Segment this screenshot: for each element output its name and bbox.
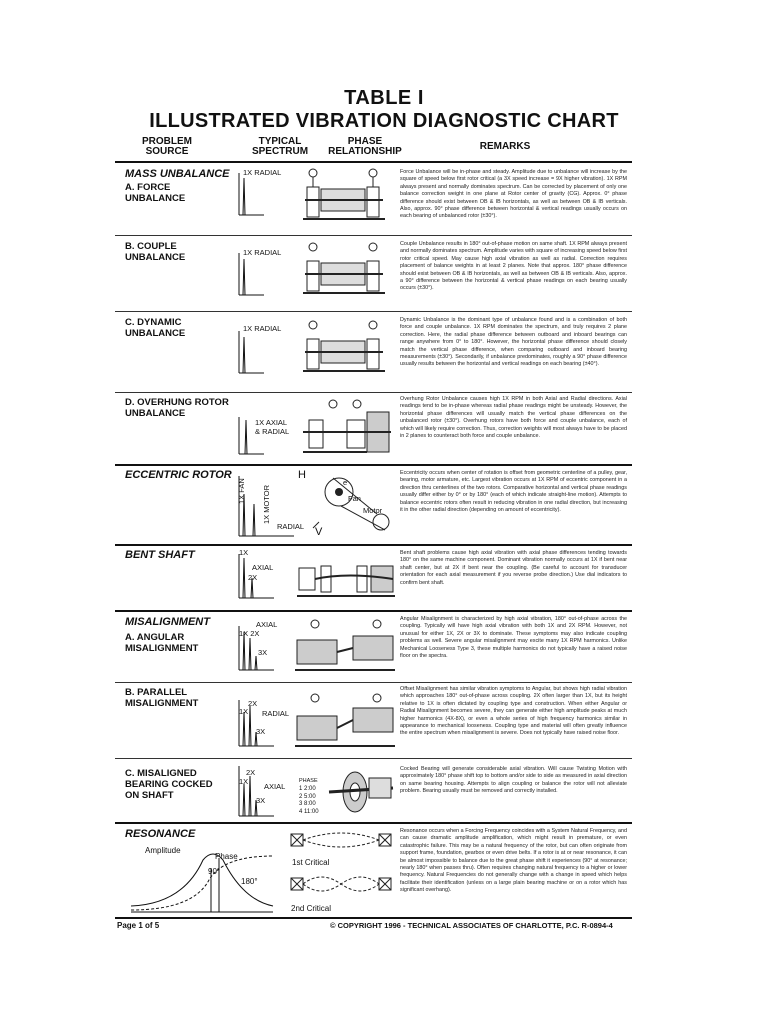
phase-row: 1 2:00 [299,786,316,792]
section-mass-unbalance: MASS UNBALANCE [125,168,230,180]
dynamic-unbalance-machine-diagram [303,319,393,383]
label-couple-unbalance: B. COUPLE UNBALANCE [125,241,186,263]
remark-cocked-bearing: Cocked Bearing will generate considerable axial vibration. Will cause Twisting Motion with approximately 180° phase shift top to bottom and/or side to side as measured in axial direction on same bearing housing. Attempts to align coupling or balance the rotor will not alleviate problem. Bearing usually must be removed and correctly installed. [400,766,627,795]
label-2nd-critical: 2nd Critical [291,904,332,913]
spectrum-label-1x: 1X [239,777,249,786]
remark-force-unbalance: Force Unbalance will be in-phase and steady. Amplitude due to unbalance will increase by the square of speed below first rotor critical (a 3X speed increase = 9X higher vibration). 1X RPM always present and normally dominates spectrum. Can be corrected by placement of only one balance correction weight in one plane at Rotor center of gravity (CG). Approx. 0° phase difference should exist between OB & IB horizontals, as well as between OB & IB verticals. Also, approx. 90° phase difference between horizontal & vertical readings usually occurs on each bearing of unbalanced rotor (±30°). [400,169,627,220]
section-misalignment: MISALIGNMENT [125,616,210,628]
label-vertical: V [315,526,323,538]
spectrum-label-3x: 3X [258,648,268,657]
spectrum-label-axial: AXIAL [252,563,274,572]
row-bent-shaft [115,544,632,612]
header-remarks: REMARKS [479,141,531,152]
label-parallel-misalignment: B. PARALLEL MISALIGNMENT [125,687,199,709]
label-amplitude: Amplitude [145,846,181,855]
phase-table [299,786,319,816]
header-phase-relationship: PHASE RELATIONSHIP [328,136,402,157]
table-number: TABLE I [344,87,424,109]
spectrum-plot [234,682,294,758]
header-problem-source: PROBLEM SOURCE [142,136,192,157]
remark-overhung-rotor: Overhung Rotor Unbalance causes high 1X RPM in both Axial and Radial directions. Axial readings tend to be in-phase whereas radial phase readings might be unsteady. However, the horizontal phase differences will usually match the vertical phase differences on the unbalanced rotor (±30°). Overhung rotors have both force and couple unbalance, each of which will likely require correction. Thus, correction weights will most always have to be placed in 2 planes to counteract both force and couple unbalance. [400,396,627,440]
parallel-misalignment-diagram [295,692,397,750]
spectrum-label: 1X RADIAL [243,324,282,333]
phase-row: 3 8:00 [299,801,316,807]
label-180-degrees: 180° [241,877,258,886]
spectrum-label-axial: AXIAL [264,782,286,791]
row-force-unbalance [115,163,632,236]
label-overhung-rotor: D. OVERHUNG ROTOR UNBALANCE [125,397,229,419]
label-phase: Phase [215,852,238,861]
spectrum-plot [234,163,294,235]
remark-couple-unbalance: Couple Unbalance results in 180° out-of-phase motion on same shaft. 1X RPM always present and normally dominates spectrum. Amplitude varies with square of increasing speed below first rotor critical speed. May cause high axial vibration as well as radial. Correction requires placement of balance weights in at least 2 planes. Note that approx. 180° phase difference should exist between OB & IB horizontals, as well as between OB & IB verticals. Also, approx. a 90° difference between the horizontal & vertical phase readings on each bearing usually occurs (±30°). [400,241,627,292]
spectrum-label-radial: RADIAL [262,709,290,718]
label-1st-critical: 1st Critical [292,858,330,867]
remark-resonance: Resonance occurs when a Forcing Frequency coincides with a System Natural Frequency, and can cause dramatic amplitude amplification, which might result in premature, or even catastrophic failure. This may be a natural frequency of the rotor, but can often originate from support frame, foundation, gearbox or even drive belts. If a rotor is at or near resonance, it can be almost impossible to balance due to the great phase shift it experiences (90° at resonance; nearly 180° when passes thru). Often requires changing natural frequency to a higher or lower frequency. Natural Frequencies do not generally change with a change in speed which helps facilitate their identification (unless on a large plain bearing machine or on a rotor which has significant overhang). [400,828,627,894]
section-eccentric-rotor: ECCENTRIC ROTOR [125,469,232,481]
spectrum-label: 1X RADIAL [243,168,282,177]
force-unbalance-machine-diagram [303,167,393,229]
remark-bent-shaft: Bent shaft problems cause high axial vibration with axial phase differences tending towards 180° on the same machine component. Dominant vibration normally occurs at 1X if bent near shaft center, but at 2X if bent near the coupling. (Be careful to account for transducer orientation for each axial measurement if you reverse probe direction.) Use dial indicators to confirm bent shaft. [400,550,627,586]
spectrum-label-axial: AXIAL [256,620,278,629]
label-90-degrees: 90° [208,867,221,876]
row-cocked-bearing [115,758,632,824]
spectrum-label-2x: 2X [248,573,258,582]
header-typical-spectrum: TYPICAL SPECTRUM [251,136,309,157]
row-parallel-misalignment [115,682,632,759]
footer-rule [115,917,632,919]
remark-eccentric-rotor: Eccentricity occurs when center of rotation is offset from geometric centerline of a pulley, gear, bearing, motor armature, etc. Largest vibration occurs at 1X RPM of eccentric component in a direction thru centerlines of the two rotors. Comparative horizontal and vertical phase readings usually differ either by 0° or by 180° (each of which indicate straight-line motion). Attempts to balance eccentric rotors often result in reducing vibration in one radial direction, but increasing it in the other radial direction (depending on amount of eccentricity). [400,470,627,514]
spectrum-plot [234,311,294,392]
bent-shaft-machine-diagram [297,552,397,604]
section-resonance: RESONANCE [125,828,196,840]
overhung-rotor-machine-diagram [303,398,395,458]
row-resonance [115,822,632,915]
label-force-unbalance: A. FORCE UNBALANCE [125,182,186,204]
spectrum-label-fan: 1X FAN [237,478,246,504]
spectrum-plot [234,392,294,464]
spectrum-label: 1X RADIAL [243,248,282,257]
remark-parallel-misalignment: Offset Misalignment has similar vibration symptoms to Angular, but shows high radial vibration which approaches 180° out-of-phase across coupling. 2X often larger than 1X, but its height relative to 1X is often dictated by coupling type and construction. When either Angular or Radial Misalignment becomes severe, they can generate either high amplitude peaks at much higher harmonics (4X-8X), or even a whole series of high frequency harmonics similar in appearance to mechanical looseness. Coupling type and material will often greatly influence the entire spectrum when misalignment is severe. Does not typically have raised noise floor. [400,686,627,737]
spectrum-label-1x: 1X [239,707,249,716]
label-cocked-bearing: C. MISALIGNED BEARING COCKED ON SHAFT [125,768,213,801]
row-overhung-rotor [115,392,632,466]
row-couple-unbalance [115,235,632,312]
remark-angular-misalignment: Angular Misalignment is characterized by high axial vibration, 180° out-of-phase across the coupling. Typically will have high axial vibration with both 1X and 2X RPM. However, not unusual for either 1X, 2X or 3X to dominate. These symptoms may also indicate coupling problems as well. Severe angular misalignment may excite many 1X RPM harmonics. Unlike Mechanical Looseness Type 3, these multiple harmonics do not typically have a raised noise floor on the spectra. [400,616,627,660]
phase-row: 2 5:00 [299,793,316,800]
page-number: Page 1 of 5 [117,921,160,930]
phase-row: 4 11:00 [299,808,319,815]
chart-title: ILLUSTRATED VIBRATION DIAGNOSTIC CHART [149,110,619,132]
spectrum-label-1x: 1X [239,548,249,557]
label-angular-misalignment: A. ANGULAR MISALIGNMENT [125,632,199,654]
phase-table-header: PHASE [299,778,318,784]
spectrum-label-motor: 1X MOTOR [262,484,271,524]
spectrum-label: 1X AXIAL & RADIAL [255,418,290,436]
remark-dynamic-unbalance: Dynamic Unbalance is the dominant type of unbalance found and is a combination of both force and couple unbalance. 1X RPM dominates the spectrum, and truly requires 2 plane correction. Here, the radial phase difference between outboard and inboard bearings can range anywhere from 0° to 180°. However, the horizontal phase difference should closely match the vertical phase difference, when comparing outboard and inboard bearing measurements (±30°). Secondarily, if unbalance predominates, roughly a 90° phase difference usually results between the horizontal and vertical readings on each bearing (±40°). [400,317,627,368]
spectrum-label-3x: 3X [256,796,266,805]
label-horizontal: H [298,469,306,481]
row-dynamic-unbalance [115,311,632,393]
spectrum-label-radial: RADIAL [277,522,305,531]
section-bent-shaft: BENT SHAFT [125,549,195,561]
mode-shapes-diagram [289,830,397,910]
label-fan: Fan [348,494,361,503]
label-motor: Motor [363,506,383,515]
cocked-bearing-diagram [329,764,395,818]
spectrum-label-1x-2x: 1X 2X [239,629,260,638]
eccentric-rotor-diagram [311,470,396,540]
copyright: © COPYRIGHT 1996 - TECHNICAL ASSOCIATES OF CHARLOTTE, P.C. R-0894-4 [330,921,613,930]
couple-unbalance-machine-diagram [303,241,393,305]
spectrum-plot [234,235,294,311]
spectrum-label-3x: 3X [256,727,266,736]
row-eccentric-rotor [115,464,632,546]
column-headers [115,133,632,163]
spectrum-label-2x: 2X [246,768,256,777]
angular-misalignment-diagram [295,618,397,676]
label-dynamic-unbalance: C. DYNAMIC UNBALANCE [125,317,186,339]
label-eccentricity: e [343,478,348,487]
spectrum-label-2x: 2X [248,699,258,708]
row-angular-misalignment [115,610,632,683]
